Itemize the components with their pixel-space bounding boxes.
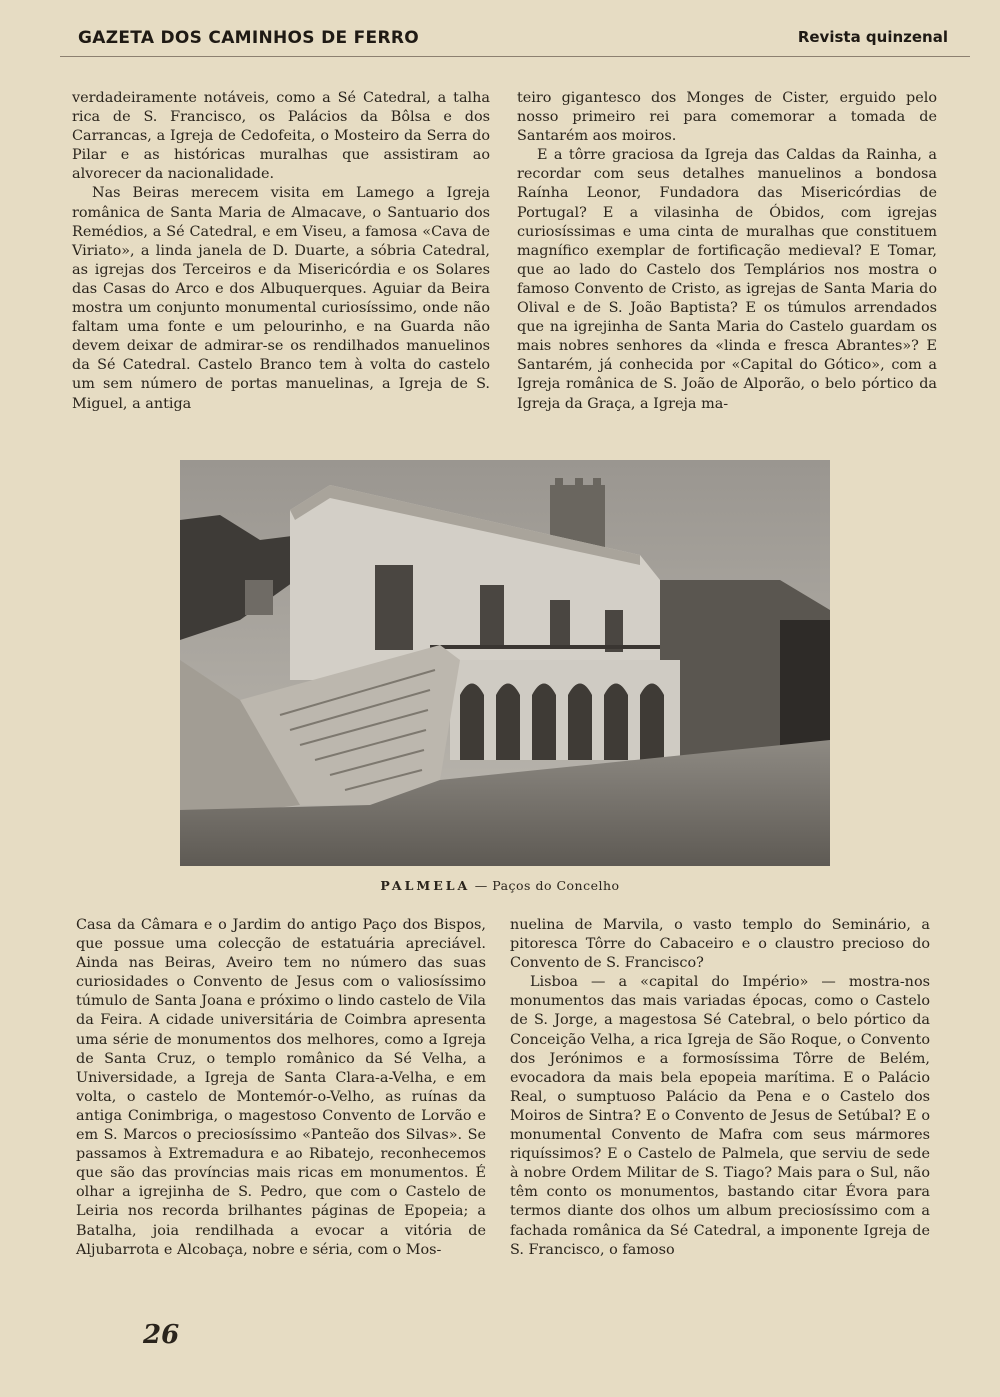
page-number: 26 bbox=[143, 1320, 180, 1350]
column-bottom-right bbox=[510, 916, 930, 1260]
paragraph: teiro gigantesco dos Monges de Cister, erguido pelo nosso primeiro rei para comemorar a tomada de Santarém aos moiros. bbox=[517, 90, 937, 145]
paragraph: verdadeiramente notáveis, como a Sé Catedral, a talha rica de S. Francisco, os Palácios da Bôlsa e dos Carrancas, a Igreja de Cedofeita, o Mosteiro da Serra do Pilar e as históricas muralhas que assistiram ao alvorecer da nacionalidade. bbox=[72, 90, 490, 183]
paragraph: Nas Beiras merecem visita em Lamego a Igreja românica de Santa Maria de Almacave, o Santuario dos Remédios, a Sé Catedral, e em Viseu, a famosa «Cava de Viriato», a linda janela de D. Duarte, a sóbria Catedral, as igrejas dos Terceiros e da Misericórdia e os Solares das Casas do Arco e dos Albuquerques. Aguiar da Beira mostra um conjunto monumental curiosíssimo, onde não faltam uma fonte e um pelourinho, e na Guarda não devem deixar de admirar-se os rendilhados manuelinos da Sé Catedral. Castelo Branco tem à volta do castelo um sem número de portas manuelinas, a Igreja de S. Miguel, a antiga bbox=[72, 185, 490, 412]
paragraph: E a tôrre graciosa da Igreja das Caldas da Rainha, a recordar com seus detalhes manuelinos a bondosa Raínha Leonor, Fundadora das Misericórdias de Portugal? E a vilasinha de Óbidos, com igrejas curiosíssimas e uma cinta de muralhas que constituem magnífico exemplar de fortificação medieval? E Tomar, que ao lado do Castelo dos Templários nos mostra o famoso Convento de Cristo, as igrejas de Santa Maria do Olival e de S. João Baptista? E os túmulos arrendados que na igrejinha de Santa Maria do Castelo guardam os mais nobres senhores da «linda e fresca Abrantes»? E Santarém, já conhecida por «Capital do Gótico», com a Igreja românica de S. João de Alporão, o belo pórtico da Igreja da Graça, a Igreja ma- bbox=[517, 147, 937, 412]
publication-subtitle: Revista quinzenal bbox=[797, 28, 948, 46]
paragraph: Casa da Câmara e o Jardim do antigo Paço dos Bispos, que possue uma colecção de estatuária apreciável. Ainda nas Beiras, Aveiro tem no número das suas curiosidades o Convento de Jesus com o valiosíssimo túmulo de Santa Joana e próximo o lindo castelo de Vila da Feira. A cidade universitária de Coimbra apresenta uma série de monumentos dos melhores, como a Igreja de Santa Cruz, o templo românico da Sé Velha, a Universidade, a Igreja de Santa Clara-a-Velha, e em volta, o castelo de Montemór-o-Velho, as ruínas da antiga Conimbriga, o magestoso Convento de Lorvão e em S. Marcos o preciosíssimo «Panteão dos Silvas». Se passamos à Extremadura e ao Ribatejo, reconhecemos que são das províncias mais ricas em monumentos. É olhar a igrejinha de S. Pedro, que com o Castelo de Leiria nos recorda brilhantes páginas de Epopeia; a Batalha, joia rendilhada a evocar a vitória de Aljubarrota e Alcobaça, nobre e séria, com o Mos- bbox=[76, 917, 486, 1258]
page-header bbox=[78, 28, 948, 52]
caption-city: PALMELA bbox=[380, 878, 471, 893]
publication-title: GAZETA DOS CAMINHOS DE FERRO bbox=[78, 28, 419, 48]
photo-caption bbox=[0, 878, 1000, 893]
paragraph: Lisboa — a «capital do Império» — mostra-nos monumentos das mais variadas épocas, como o Castelo de S. Jorge, a magestosa Sé Catebral, o belo pórtico da Conceição Velha, a rica Igreja de São Roque, o Convento dos Jerónimos e a formosíssima Tôrre de Belém, evocadora da mais bela epopeia marítima. E o Palácio Real, o sumptuoso Palácio da Pena e o Castelo dos Moiros de Sintra? E o Convento de Jesus de Setúbal? E o monumental Convento de Mafra com seus mármores riquíssimos? E o Castelo de Palmela, que serviu de sede à nobre Ordem Militar de S. Tiago? Mais para o Sul, não têm conto os monumentos, bastando citar Évora para termos diante dos olhos um album preciosíssimo com a fachada românica da Sé Catedral, a imponente Igreja de S. Francisco, o famoso bbox=[510, 974, 930, 1258]
header-rule bbox=[60, 56, 970, 57]
column-bottom-left bbox=[76, 916, 486, 1260]
caption-description: — Paços do Concelho bbox=[474, 878, 620, 893]
palmela-town-hall-photo bbox=[180, 460, 830, 866]
paragraph: nuelina de Marvila, o vasto templo do Seminário, a pitoresca Tôrre do Cabaceiro e o claustro precioso do Convento de S. Francisco? bbox=[510, 917, 930, 972]
column-top-right bbox=[517, 89, 937, 414]
column-top-left bbox=[72, 89, 490, 414]
